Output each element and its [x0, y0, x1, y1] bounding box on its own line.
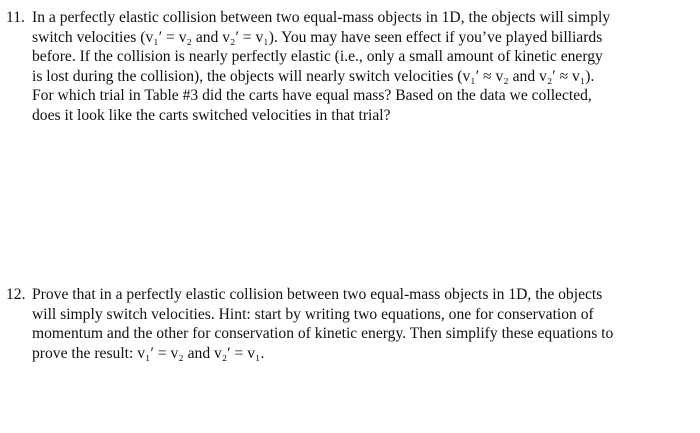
question-line: In a perfectly elastic collision between two equal-mass objects in 1D, the objects will simply: [32, 9, 611, 26]
question-line: momentum and the other for conservation of kinetic energy. Then simplify these equations to: [32, 325, 614, 343]
question-line: switch velocities (v₁′ = v₂ and v₂′ = v₁). You may have seen effect if you’ve played billiards: [32, 28, 603, 46]
question-line: before. If the collision is nearly perfectly elastic (i.e., only a small amount of kinetic energy: [32, 48, 603, 66]
question-line: Prove that in a perfectly elastic collision between two equal-mass objects in 1D, the objects: [32, 286, 603, 303]
question-number: 12.: [6, 286, 26, 303]
question-line: is lost during the collision), the objects will nearly switch velocities (v₁′ ≈ v₂ and v₂′ ≈ v₁).: [32, 67, 595, 85]
question-text: [32, 285, 686, 363]
question-line: does it look like the carts switched velocities in that trial?: [32, 106, 391, 124]
question-number: 11.: [6, 9, 25, 26]
question-line: will simply switch velocities. Hint: start by writing two equations, one for conservation of: [32, 305, 594, 323]
question-11: [6, 8, 686, 126]
question-text: [32, 8, 686, 126]
question-line: For which trial in Table #3 did the carts have equal mass? Based on the data we collected,: [32, 87, 592, 105]
question-line: prove the result: v₁′ = v₂ and v₂′ = v₁.: [32, 344, 265, 362]
question-12: [6, 285, 686, 363]
